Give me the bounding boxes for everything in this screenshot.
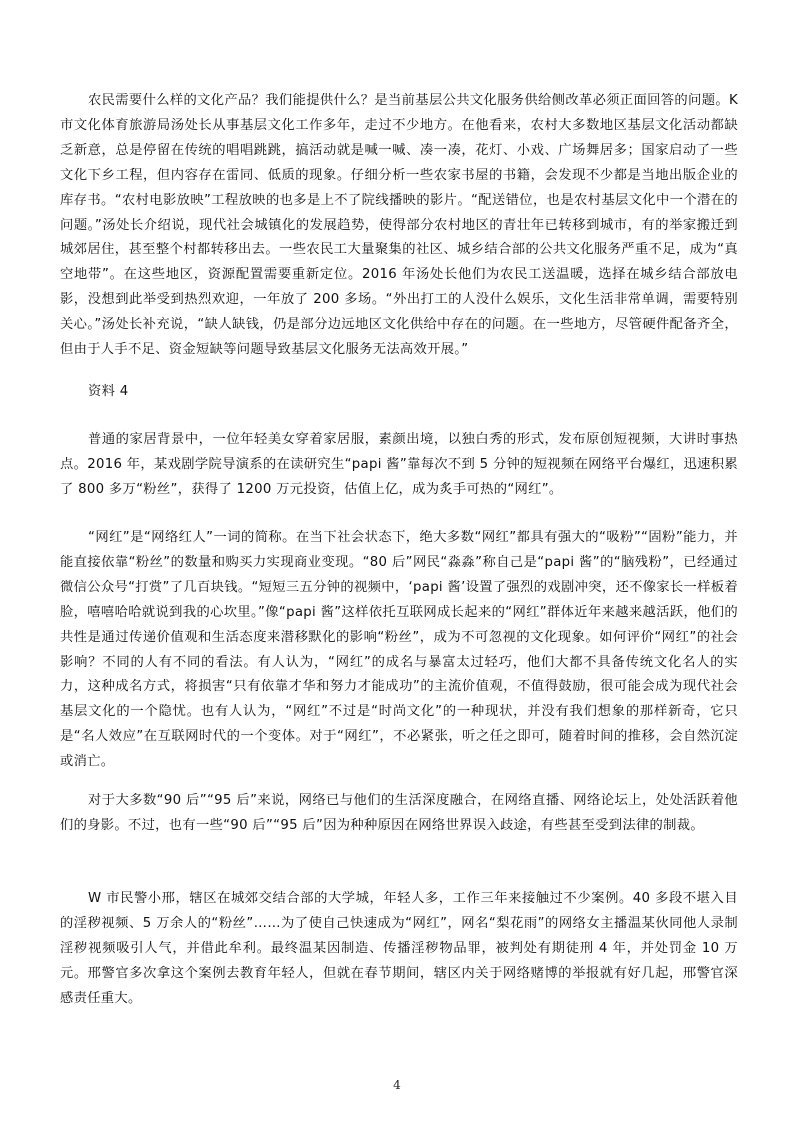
paragraph-papi-intro: 普通的家居背景中，一位年轻美女穿着家居服，素颜出境，以独白秀的形式，发布原创短视频，大讲时事热点。2016 年，某戏剧学院导演系的在读研究生“papi 酱”靠每次不到 5 分钟的短视频在网络平台爆红，迅速积累了 800 多万“粉丝”，获得了 1200 万元投资，估值上亿，成为炙手可热的“网红”。 bbox=[60, 432, 738, 497]
paragraph-post-90s: 对于大多数“90 后”“95 后”来说，网络已与他们的生活深度融合，在网络直播、网络论坛上，处处活跃着他们的身影。不过，也有一些“90 后”“95 后”因为种种原因在网络世界误入歧途，有些甚至受到法律的制裁。 bbox=[60, 793, 738, 833]
page-number: 4 bbox=[393, 1078, 401, 1092]
paragraph-wanghong-definition: “网红”是“网络红人”一词的简称。在当下社会状态下，绝大多数“网红”都具有强大的“吸粉”“固粉”能力，并能直接依靠“粉丝”的数量和购买力实现商业变现。“80 后”网民“淼淼”称自己是“papi 酱”的“脑残粉”，已经通过微信公众号“打赏”了几百块钱。“短短三五分钟的视频中，‘papi 酱’设置了强烈的戏剧冲突，还不像家长一样板着脸，嘻嘻哈哈就说到我的心坎里。”像“papi 酱”这样依托互联网成长起来的“网红”群体近年来越来越活跃，他们的共性是通过传递价值观和生活态度来潜移默化的影响“粉丝”，成为不可忽视的文化现象。如何评价“网红”的社会影响？不同的人有不同的看法。有人认为，“网红”的成名与暴富太过轻巧，他们大都不具备传统文化名人的实力，这种成名方式，将损害“只有依靠才华和努力才能成功”的主流价值观，不值得鼓励，很可能会成为现代社会基层文化的一个隐忧。也有人认为，“网红”不过是“时尚文化”的一种现状，并没有我们想象的那样新奇，它只是“名人效应”在互联网时代的一个变体。对于“网红”，不必紧张，听之任之即可，随着时间的推移，会自然沉淀或消亡。 bbox=[60, 530, 738, 770]
paragraph-police-case: W 市民警小邢，辖区在城郊交结合部的大学城，年轻人多，工作三年来接触过不少案例。40 多段不堪入目的淫秽视频、5 万余人的“粉丝”……为了使自己快速成为“网红”，网名“梨花雨”的网络女主播温某伙同他人录制淫秽视频吸引人气，并借此牟利。最终温某因制造、传播淫秽物品罪，被判处有期徒刑 4 年，并处罚金 10 万元。邢警官多次拿这个案例去教育年轻人，但就在春节期间，辖区内关于网络赌博的举报就有好几起，邢警官深感责任重大。 bbox=[60, 891, 738, 1006]
section-heading-material-4: 资料 4 bbox=[88, 384, 129, 399]
paragraph-rural-culture: 农民需要什么样的文化产品？我们能提供什么？是当前基层公共文化服务供给侧改革必须正面回答的问题。K 市文化体育旅游局汤处长从事基层文化工作多年，走过不少地方。在他看来，农村大多数地区基层文化活动都缺乏新意，总是停留在传统的唱唱跳跳，搞活动就是喊一喊、凑一凑，花灯、小戏、广场舞居多；国家启动了一些文化下乡工程，但内容存在雷同、低质的现象。仔细分析一些农家书屋的书籍，会发现不少都是当地出版企业的库存书。“农村电影放映”工程放映的也多是上不了院线播映的影片。“配送错位，也是农村基层文化中一个潜在的问题。”汤处长介绍说，现代社会城镇化的发展趋势，使得部分农村地区的青壮年已转移到城市，有的举家搬迁到城郊居住，甚至整个村都转移出去。一些农民工大量聚集的社区、城乡结合部的公共文化服务严重不足，成为“真空地带”。在这些地区，资源配置需要重新定位。2016 年汤处长他们为农民工送温暖，选择在城乡结合部放电影，没想到此举受到热烈欢迎，一年放了 200 多场。“外出打工的人没什么娱乐，文化生活非常单调，需要特别关心。”汤处长补充说，“缺人缺钱，仍是部分边远地区文化供给中存在的问题。在一些地方，尽管硬件配备齐全，但由于人手不足、资金短缺等问题导致基层文化服务无法高效开展。” bbox=[60, 93, 738, 358]
